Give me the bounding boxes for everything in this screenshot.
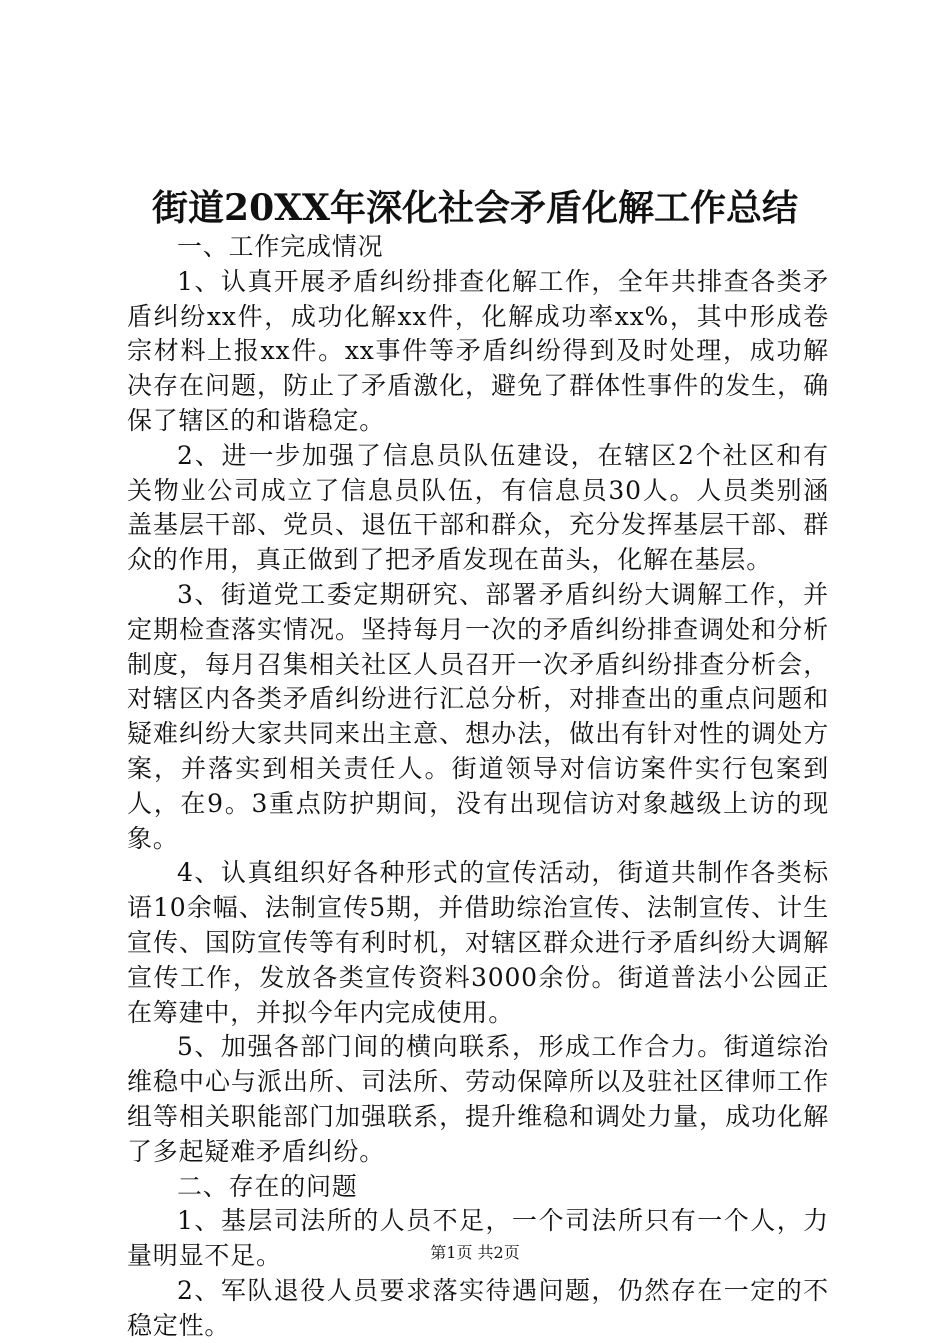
- page-footer: 第1页 共2页: [430, 1243, 520, 1262]
- paragraph: 4、认真组织好各种形式的宣传活动，街道共制作各类标语10余幅、法制宣传5期，并借助综治宣传、法制宣传、计生宣传、国防宣传等有利时机，对辖区群众进行矛盾纠纷大调解宣传工作，发放各类宣传资料3000余份。街道普法小公园正在筹建中，并拟今年内完成使用。: [127, 858, 829, 1027]
- section-heading: 二、存在的问题: [177, 1171, 358, 1201]
- section-heading: 一、工作完成情况: [177, 232, 384, 261]
- paragraph: 5、加强各部门间的横向联系，形成工作合力。街道综治维稳中心与派出所、司法所、劳动保障所以及驻社区律师工作组等相关职能部门加强联系，提升维稳和调处力量，成功化解了多起疑难矛盾纠纷。: [127, 1032, 829, 1166]
- paragraph: 2、军队退役人员要求落实待遇问题，仍然存在一定的不稳定性。: [127, 1275, 829, 1340]
- paragraph: 3、街道党工委定期研究、部署矛盾纠纷大调解工作，并定期检查落实情况。坚持每月一次的矛盾纠纷排查调处和分析制度，每月召集相关社区人员召开一次矛盾纠纷排查分析会，对辖区内各类矛盾纠纷进行汇总分析，对排查出的重点问题和疑难纠纷大家共同来出主意、想办法，做出有针对性的调处方案，并落实到相关责任人。街道领导对信访案件实行包案到人，在9。3重点防护期间，没有出现信访对象越级上访的现象。: [127, 579, 829, 853]
- document-body: [127, 230, 829, 1344]
- paragraph: 1、认真开展矛盾纠纷排查化解工作，全年共排查各类矛盾纠纷xx件，成功化解xx件，化解成功率xx%，其中形成卷宗材料上报xx件。xx事件等矛盾纠纷得到及时处理，成功解决存在问题，防止了矛盾激化，避免了群体性事件的发生，确保了辖区的和谐稳定。: [127, 266, 829, 435]
- paragraph: 2、进一步加强了信息员队伍建设，在辖区2个社区和有关物业公司成立了信息员队伍，有信息员30人。人员类别涵盖基层干部、党员、退伍干部和群众，充分发挥基层干部、群众的作用，真正做到了把矛盾发现在苗头，化解在基层。: [127, 440, 829, 575]
- document-title: 街道20XX年深化社会矛盾化解工作总结: [152, 187, 798, 229]
- paragraph: 1、基层司法所的人员不足，一个司法所只有一个人，力量明显不足。: [127, 1206, 829, 1271]
